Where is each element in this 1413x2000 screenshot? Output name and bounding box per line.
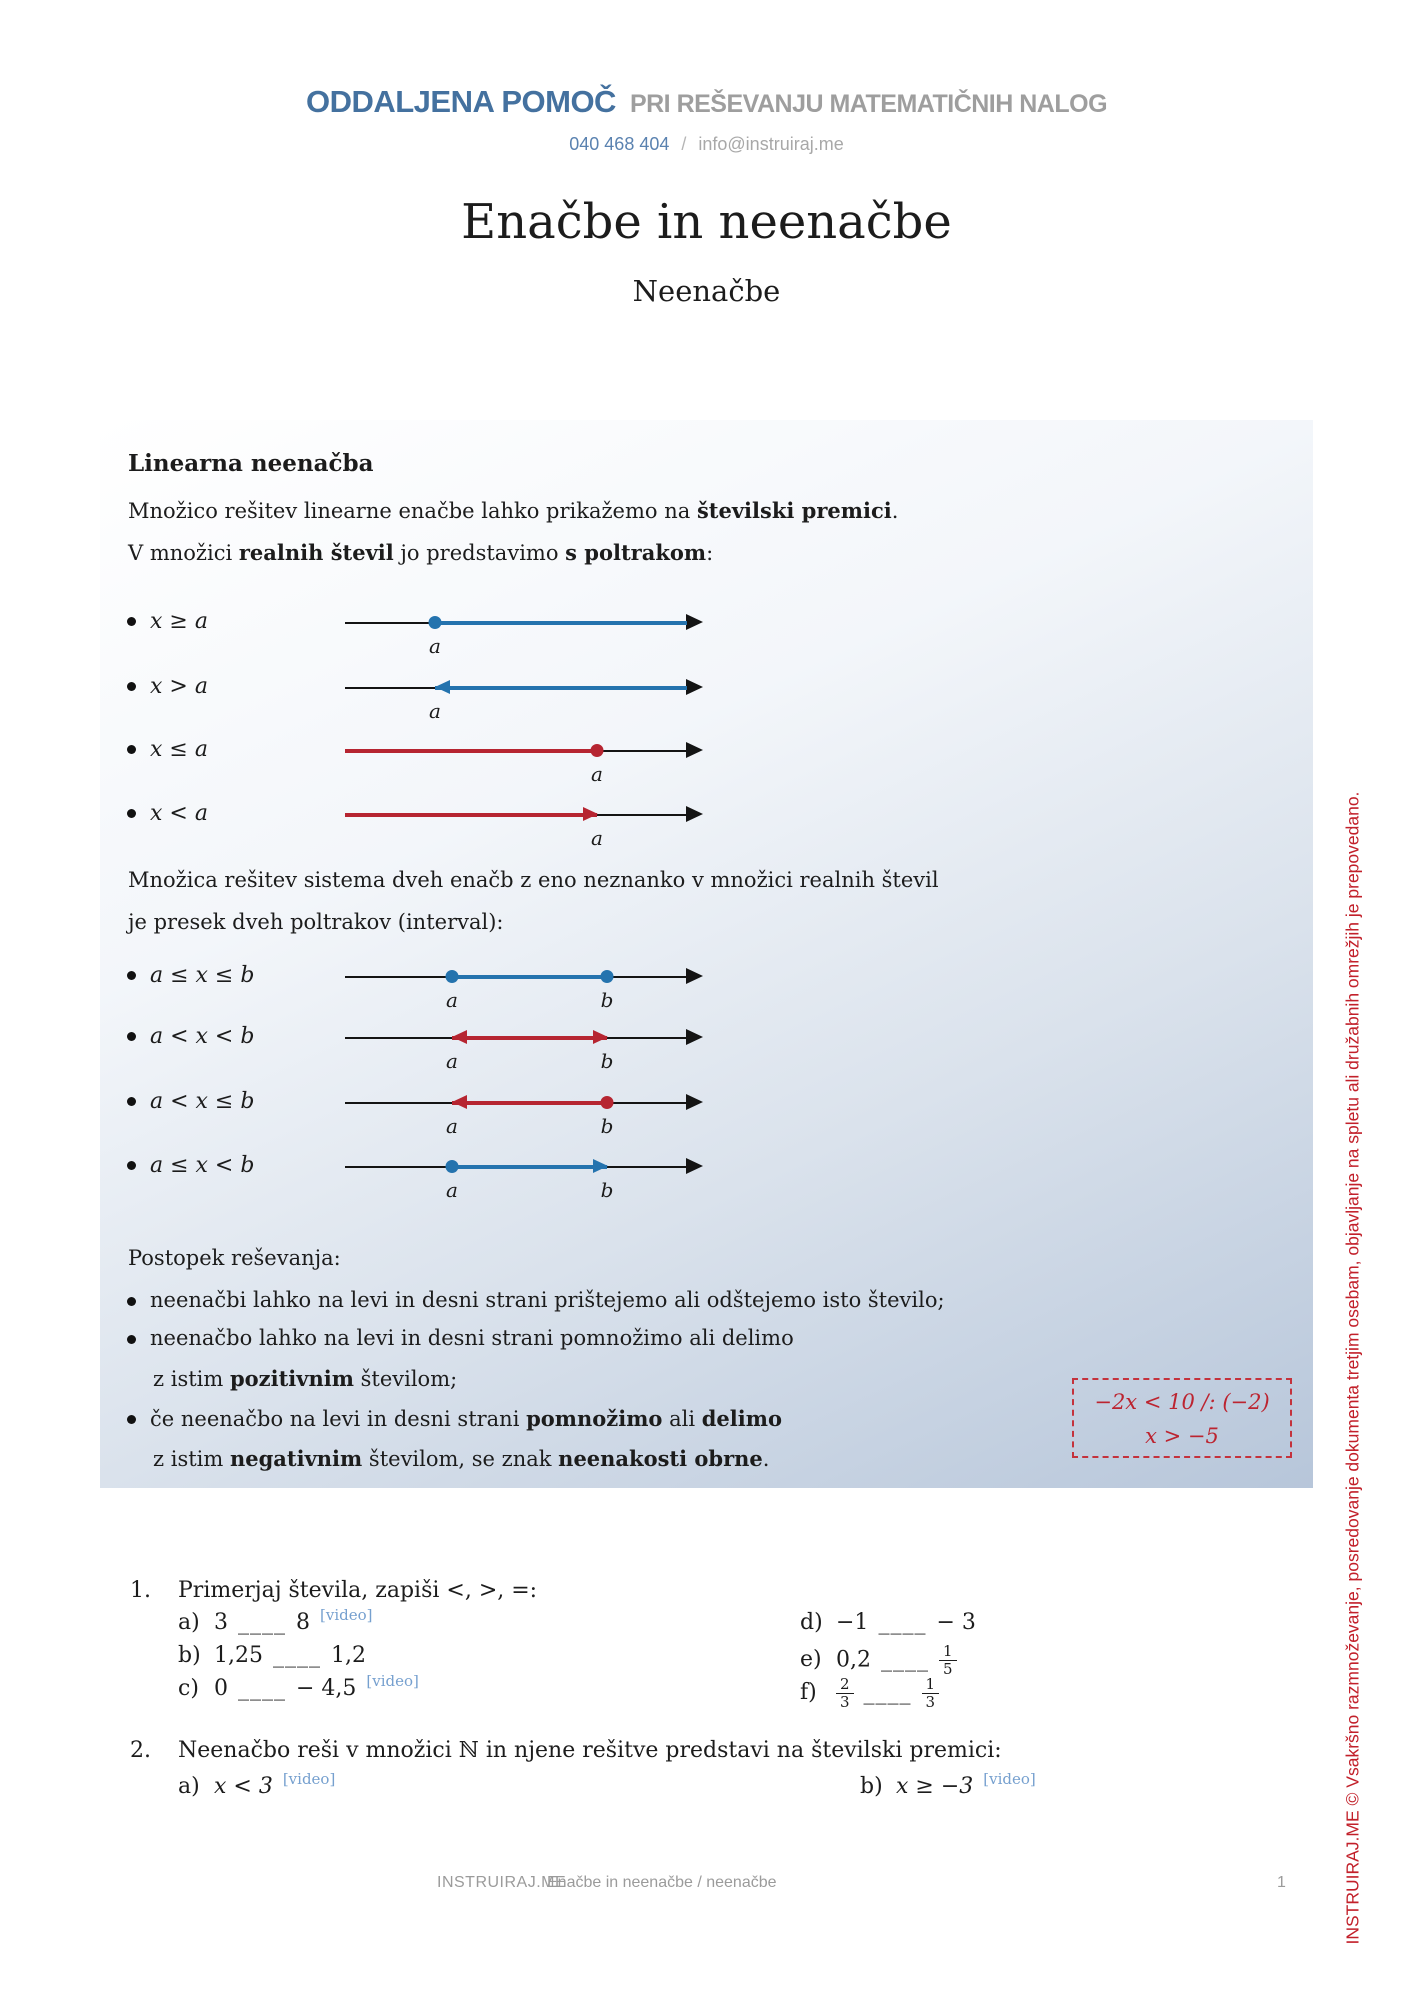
step-text-continued bbox=[153, 1366, 457, 1391]
footer bbox=[0, 1874, 1413, 1898]
video-link[interactable]: [video] bbox=[366, 1672, 419, 1690]
paragraph-1 bbox=[128, 498, 898, 523]
point-b-label: b bbox=[600, 1049, 614, 1073]
bullet-icon bbox=[127, 809, 136, 818]
text: . bbox=[891, 499, 899, 523]
item-rhs: − 4,5 bbox=[296, 1676, 357, 1701]
step-item bbox=[100, 1288, 1313, 1312]
item-key: c) bbox=[178, 1676, 199, 1701]
point-a-label: a bbox=[446, 1049, 458, 1073]
bullet-icon bbox=[127, 1161, 136, 1170]
inequality-formula: x < 3 bbox=[214, 1774, 273, 1799]
exercise-1d bbox=[800, 1610, 976, 1635]
open-endpoint-arrow-icon bbox=[452, 1095, 467, 1109]
bold-text: s poltrakom bbox=[565, 540, 707, 565]
footer-document-title: Enačbe in neenačbe / neenačbe bbox=[547, 1874, 777, 1891]
page-subtitle: Neenačbe bbox=[632, 274, 781, 308]
interval-row bbox=[100, 1089, 1313, 1138]
bullet-icon bbox=[127, 1415, 136, 1424]
number-line-diagram bbox=[345, 976, 703, 1012]
footer-brand: INSTRUIRAJ.ME bbox=[437, 1874, 567, 1891]
interval-segment bbox=[452, 1165, 607, 1169]
exercise-1e bbox=[800, 1643, 957, 1679]
point-b-label: b bbox=[600, 1114, 614, 1138]
exercise-2-number: 2. bbox=[130, 1738, 151, 1763]
fraction bbox=[836, 1676, 854, 1712]
fraction bbox=[922, 1676, 940, 1712]
text: številom, se znak bbox=[362, 1447, 559, 1471]
item-lhs: 3 bbox=[214, 1610, 228, 1635]
point-a-label: a bbox=[591, 762, 603, 786]
steps-heading: Postopek reševanja: bbox=[128, 1246, 341, 1270]
bold-text: delimo bbox=[701, 1406, 782, 1431]
item-key: e) bbox=[800, 1647, 822, 1673]
bold-text: negativnim bbox=[229, 1446, 363, 1471]
inequality-formula: x ≥ a bbox=[150, 609, 208, 634]
step-item bbox=[100, 1326, 1313, 1350]
number-line-diagram bbox=[345, 814, 703, 850]
item-key: a) bbox=[178, 1610, 200, 1635]
text: z istim bbox=[153, 1447, 230, 1471]
number-line-diagram bbox=[345, 750, 703, 786]
ray-segment bbox=[345, 813, 597, 817]
item-key: b) bbox=[860, 1774, 883, 1799]
fraction-denominator: 3 bbox=[925, 1693, 936, 1712]
item-lhs: 0 bbox=[214, 1676, 228, 1701]
arrowhead-icon bbox=[686, 679, 703, 695]
answer-blank[interactable]: ____ bbox=[863, 1680, 912, 1706]
step-text-continued bbox=[153, 1446, 769, 1471]
paragraph-2 bbox=[128, 540, 713, 565]
text: : bbox=[706, 541, 714, 565]
exercise-1a bbox=[178, 1606, 373, 1635]
number-line-diagram bbox=[345, 1037, 703, 1073]
text: V množici bbox=[128, 541, 239, 565]
note-line-1: −2x < 10 /: (−2) bbox=[1094, 1390, 1270, 1414]
point-a-label: a bbox=[429, 699, 441, 723]
ray-row bbox=[100, 674, 1313, 723]
bullet-icon bbox=[127, 745, 136, 754]
arrowhead-icon bbox=[686, 1094, 703, 1110]
exercise-1-number: 1. bbox=[130, 1578, 151, 1603]
exercise-1c bbox=[178, 1672, 419, 1701]
theory-box bbox=[100, 420, 1313, 1488]
note-line-2: x > −5 bbox=[1145, 1424, 1219, 1448]
header bbox=[0, 84, 1413, 155]
bullet-icon bbox=[127, 682, 136, 691]
text: če neenačbo na levi in desni strani bbox=[150, 1407, 527, 1431]
exercise-2-title: Neenačbo reši v množici ℕ in njene rešitve predstavi na številski premici: bbox=[178, 1738, 1002, 1763]
number-line-diagram bbox=[345, 1102, 703, 1138]
number-line-diagram bbox=[345, 1166, 703, 1202]
fraction-denominator: 3 bbox=[840, 1693, 850, 1712]
open-endpoint-arrow-icon bbox=[593, 1159, 608, 1173]
item-key: b) bbox=[178, 1643, 201, 1668]
item-lhs: 1,25 bbox=[214, 1643, 263, 1668]
ray-segment bbox=[345, 749, 597, 753]
arrowhead-icon bbox=[686, 614, 703, 630]
point-a-label: a bbox=[446, 1178, 458, 1202]
bold-text: številski premici bbox=[696, 498, 892, 523]
closed-endpoint-icon bbox=[446, 970, 459, 983]
bullet-icon bbox=[127, 1032, 136, 1041]
ray-row bbox=[100, 737, 1313, 786]
video-link[interactable]: [video] bbox=[320, 1606, 373, 1624]
bold-text: pomnožimo bbox=[526, 1406, 663, 1431]
step-text: neenačbi lahko na levi in desni strani prištejemo ali odštejemo isto število; bbox=[150, 1288, 945, 1312]
fraction-numerator: 1 bbox=[939, 1643, 957, 1661]
interval-segment bbox=[452, 1036, 607, 1040]
fraction-denominator: 5 bbox=[943, 1660, 953, 1679]
closed-endpoint-icon bbox=[429, 616, 442, 629]
item-lhs: 0,2 bbox=[836, 1647, 871, 1673]
bullet-icon bbox=[127, 971, 136, 980]
text: jo predstavimo bbox=[393, 541, 566, 565]
video-link[interactable]: [video] bbox=[983, 1770, 1036, 1788]
closed-endpoint-icon bbox=[601, 970, 614, 983]
interval-row bbox=[100, 1024, 1313, 1073]
number-line-diagram bbox=[345, 687, 703, 723]
item-key: a) bbox=[178, 1774, 200, 1799]
bullet-icon bbox=[127, 617, 136, 626]
text: ali bbox=[662, 1407, 702, 1431]
video-link[interactable]: [video] bbox=[282, 1770, 336, 1788]
arrowhead-icon bbox=[686, 1158, 703, 1174]
ray-segment bbox=[435, 621, 687, 625]
answer-blank[interactable]: ____ bbox=[881, 1647, 929, 1673]
bold-text: neenakosti obrne bbox=[558, 1446, 763, 1471]
open-endpoint-arrow-icon bbox=[593, 1030, 608, 1044]
closed-endpoint-icon bbox=[601, 1096, 614, 1109]
answer-blank[interactable]: ____ bbox=[238, 1676, 286, 1701]
brand-logo-text: ODDALJENA POMOČ bbox=[305, 84, 616, 119]
contact-separator: / bbox=[681, 134, 687, 154]
arrowhead-icon bbox=[686, 806, 703, 822]
text: številom; bbox=[353, 1367, 458, 1391]
number-line-diagram bbox=[345, 622, 703, 658]
open-endpoint-arrow-icon bbox=[583, 807, 598, 821]
interval-segment bbox=[452, 975, 607, 979]
contact-line bbox=[0, 134, 1413, 155]
text: . bbox=[762, 1447, 770, 1471]
ray-segment bbox=[435, 686, 687, 690]
point-b-label: b bbox=[600, 1178, 614, 1202]
inequality-formula: a ≤ x < b bbox=[150, 1153, 255, 1178]
fraction-numerator: 1 bbox=[922, 1676, 940, 1694]
point-a-label: a bbox=[429, 634, 441, 658]
paragraph-3-line2: je presek dveh poltrakov (interval): bbox=[128, 910, 504, 934]
example-note-box bbox=[1072, 1378, 1292, 1458]
item-lhs: −1 bbox=[836, 1610, 869, 1635]
item-rhs: − 3 bbox=[936, 1610, 976, 1635]
fraction bbox=[939, 1643, 957, 1679]
answer-blank[interactable]: ____ bbox=[878, 1610, 927, 1635]
closed-endpoint-icon bbox=[591, 744, 604, 757]
exercise-1-title: Primerjaj števila, zapiši <, >, =: bbox=[178, 1578, 538, 1603]
point-a-label: a bbox=[446, 988, 458, 1012]
page-title: Enačbe in neenačbe bbox=[461, 194, 952, 250]
closed-endpoint-icon bbox=[446, 1160, 459, 1173]
inequality-formula: x > a bbox=[150, 674, 208, 699]
answer-blank[interactable]: ____ bbox=[272, 1643, 321, 1668]
bold-text: pozitivnim bbox=[229, 1366, 354, 1391]
answer-blank[interactable]: ____ bbox=[238, 1610, 286, 1635]
inequality-formula: x ≥ −3 bbox=[896, 1774, 974, 1799]
bullet-icon bbox=[127, 1335, 136, 1344]
item-rhs: 1,2 bbox=[330, 1643, 366, 1668]
step-text: neenačbo lahko na levi in desni strani pomnožimo ali delimo bbox=[150, 1326, 794, 1350]
theory-heading: Linearna neenačba bbox=[128, 450, 374, 477]
arrowhead-icon bbox=[686, 968, 703, 984]
exercise-1b bbox=[178, 1643, 366, 1668]
interval-row bbox=[100, 1153, 1313, 1202]
arrowhead-icon bbox=[686, 742, 703, 758]
exercise-1f bbox=[800, 1676, 939, 1712]
copyright-watermark: INSTRUIRAJ.ME © Vsakršno razmnoževanje, posredovanje dokumenta tretjim osebam, objavljanje na spletu ali družabnih omrežjih je prepovedano. bbox=[1342, 791, 1363, 1945]
ray-row bbox=[100, 609, 1313, 658]
email-address: info@instruiraj.me bbox=[698, 134, 844, 154]
text: z istim bbox=[153, 1367, 230, 1391]
fraction-numerator: 2 bbox=[836, 1676, 854, 1694]
ray-row bbox=[100, 801, 1313, 850]
paragraph-3-line1: Množica rešitev sistema dveh enačb z eno neznanko v množici realnih števil bbox=[128, 868, 939, 892]
inequality-formula: x < a bbox=[150, 801, 208, 826]
exercise-2b bbox=[860, 1770, 1036, 1799]
item-key: f) bbox=[800, 1680, 817, 1706]
inequality-formula: a < x ≤ b bbox=[150, 1089, 255, 1114]
inequality-formula: x ≤ a bbox=[150, 737, 208, 762]
arrowhead-icon bbox=[686, 1029, 703, 1045]
open-endpoint-arrow-icon bbox=[435, 680, 450, 694]
interval-row bbox=[100, 963, 1313, 1012]
inequality-formula: a ≤ x ≤ b bbox=[150, 963, 255, 988]
bullet-icon bbox=[127, 1297, 136, 1306]
item-key: d) bbox=[800, 1610, 823, 1635]
bullet-icon bbox=[127, 1097, 136, 1106]
point-b-label: b bbox=[600, 988, 614, 1012]
inequality-formula: a < x < b bbox=[150, 1024, 255, 1049]
point-a-label: a bbox=[591, 826, 603, 850]
brand-line bbox=[0, 84, 1413, 120]
brand-tagline: PRI REŠEVANJU MATEMATIČNIH NALOG bbox=[629, 90, 1108, 118]
bold-text: realnih števil bbox=[238, 540, 394, 565]
footer-page-number: 1 bbox=[1277, 1874, 1286, 1891]
exercise-2a bbox=[178, 1770, 336, 1799]
phone-number: 040 468 404 bbox=[569, 134, 670, 154]
open-endpoint-arrow-icon bbox=[452, 1030, 467, 1044]
text: Množico rešitev linearne enačbe lahko prikažemo na bbox=[128, 499, 697, 523]
point-a-label: a bbox=[446, 1114, 458, 1138]
interval-segment bbox=[452, 1101, 607, 1105]
item-rhs: 8 bbox=[296, 1610, 310, 1635]
